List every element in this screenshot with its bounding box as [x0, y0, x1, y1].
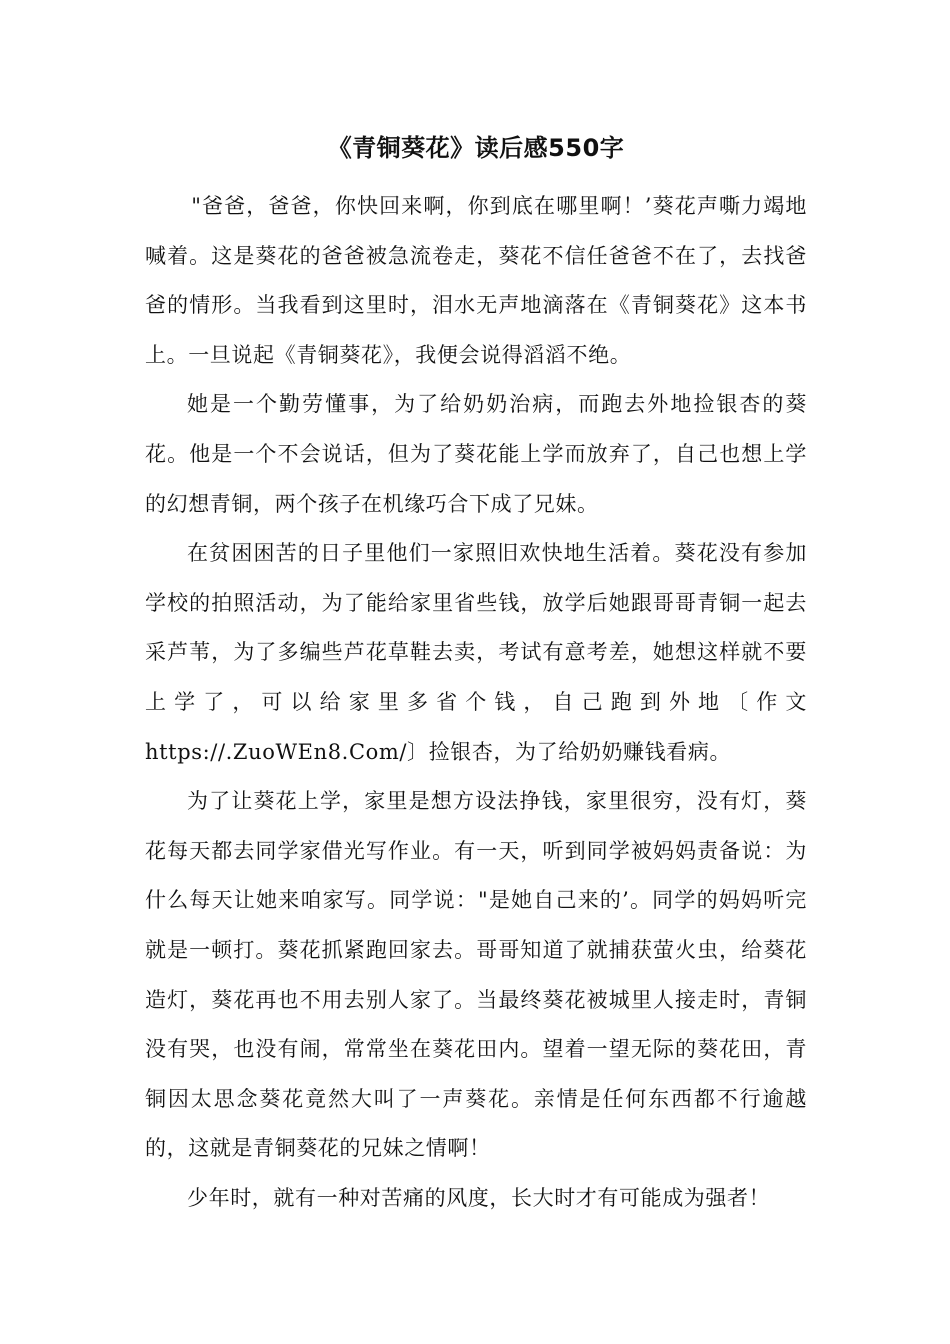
paragraph-3: 在贫困困苦的日子里他们一家照旧欢快地生活着。葵花没有参加学校的拍照活动，为了能给家里省些钱，放学后她跟哥哥青铜一起去采芦苇，为了多编些芦花草鞋去卖，考试有意考差，她想这样就不要上学了，可以给家里多省个钱，自己跑到外地〔作文https://.ZuoWEn8.Com/〕捡银杏，为了给奶奶赚钱看病。 — [145, 541, 807, 764]
document-title: 《青铜葵花》读后感550字 — [327, 134, 625, 162]
paragraph-4: 为了让葵花上学，家里是想方设法挣钱，家里很穷，没有灯，葵花每天都去同学家借光写作业。有一天，听到同学被妈妈责备说：为什么每天让她来咱家写。同学说："是她自己来的’。同学的妈妈听完就是一顿打。葵花抓紧跑回家去。哥哥知道了就捕获萤火虫，给葵花造灯，葵花再也不用去别人家了。当最终葵花被城里人接走时，青铜没有哭，也没有闹，常常坐在葵花田内。望着一望无际的葵花田，青铜因太思念葵花竟然大叫了一声葵花。亲情是任何东西都不行逾越的，这就是青铜葵花的兄妹之情啊！ — [145, 789, 807, 1161]
paragraph-2: 她是一个勤劳懂事，为了给奶奶治病，而跑去外地捡银杏的葵花。他是一个不会说话，但为了葵花能上学而放弃了，自己也想上学的幻想青铜，两个孩子在机缘巧合下成了兄妹。 — [145, 392, 807, 516]
document-page — [145, 128, 807, 1223]
paragraph-5: 少年时，就有一种对苦痛的风度，长大时才有可能成为强者！ — [187, 1185, 771, 1210]
paragraph-1: "爸爸，爸爸，你快回来啊，你到底在哪里啊！’葵花声嘶力竭地喊着。这是葵花的爸爸被急流卷走，葵花不信任爸爸不在了，去找爸爸的情形。当我看到这里时，泪水无声地滴落在《青铜葵花》这本书上。一旦说起《青铜葵花》，我便会说得滔滔不绝。 — [145, 194, 807, 367]
